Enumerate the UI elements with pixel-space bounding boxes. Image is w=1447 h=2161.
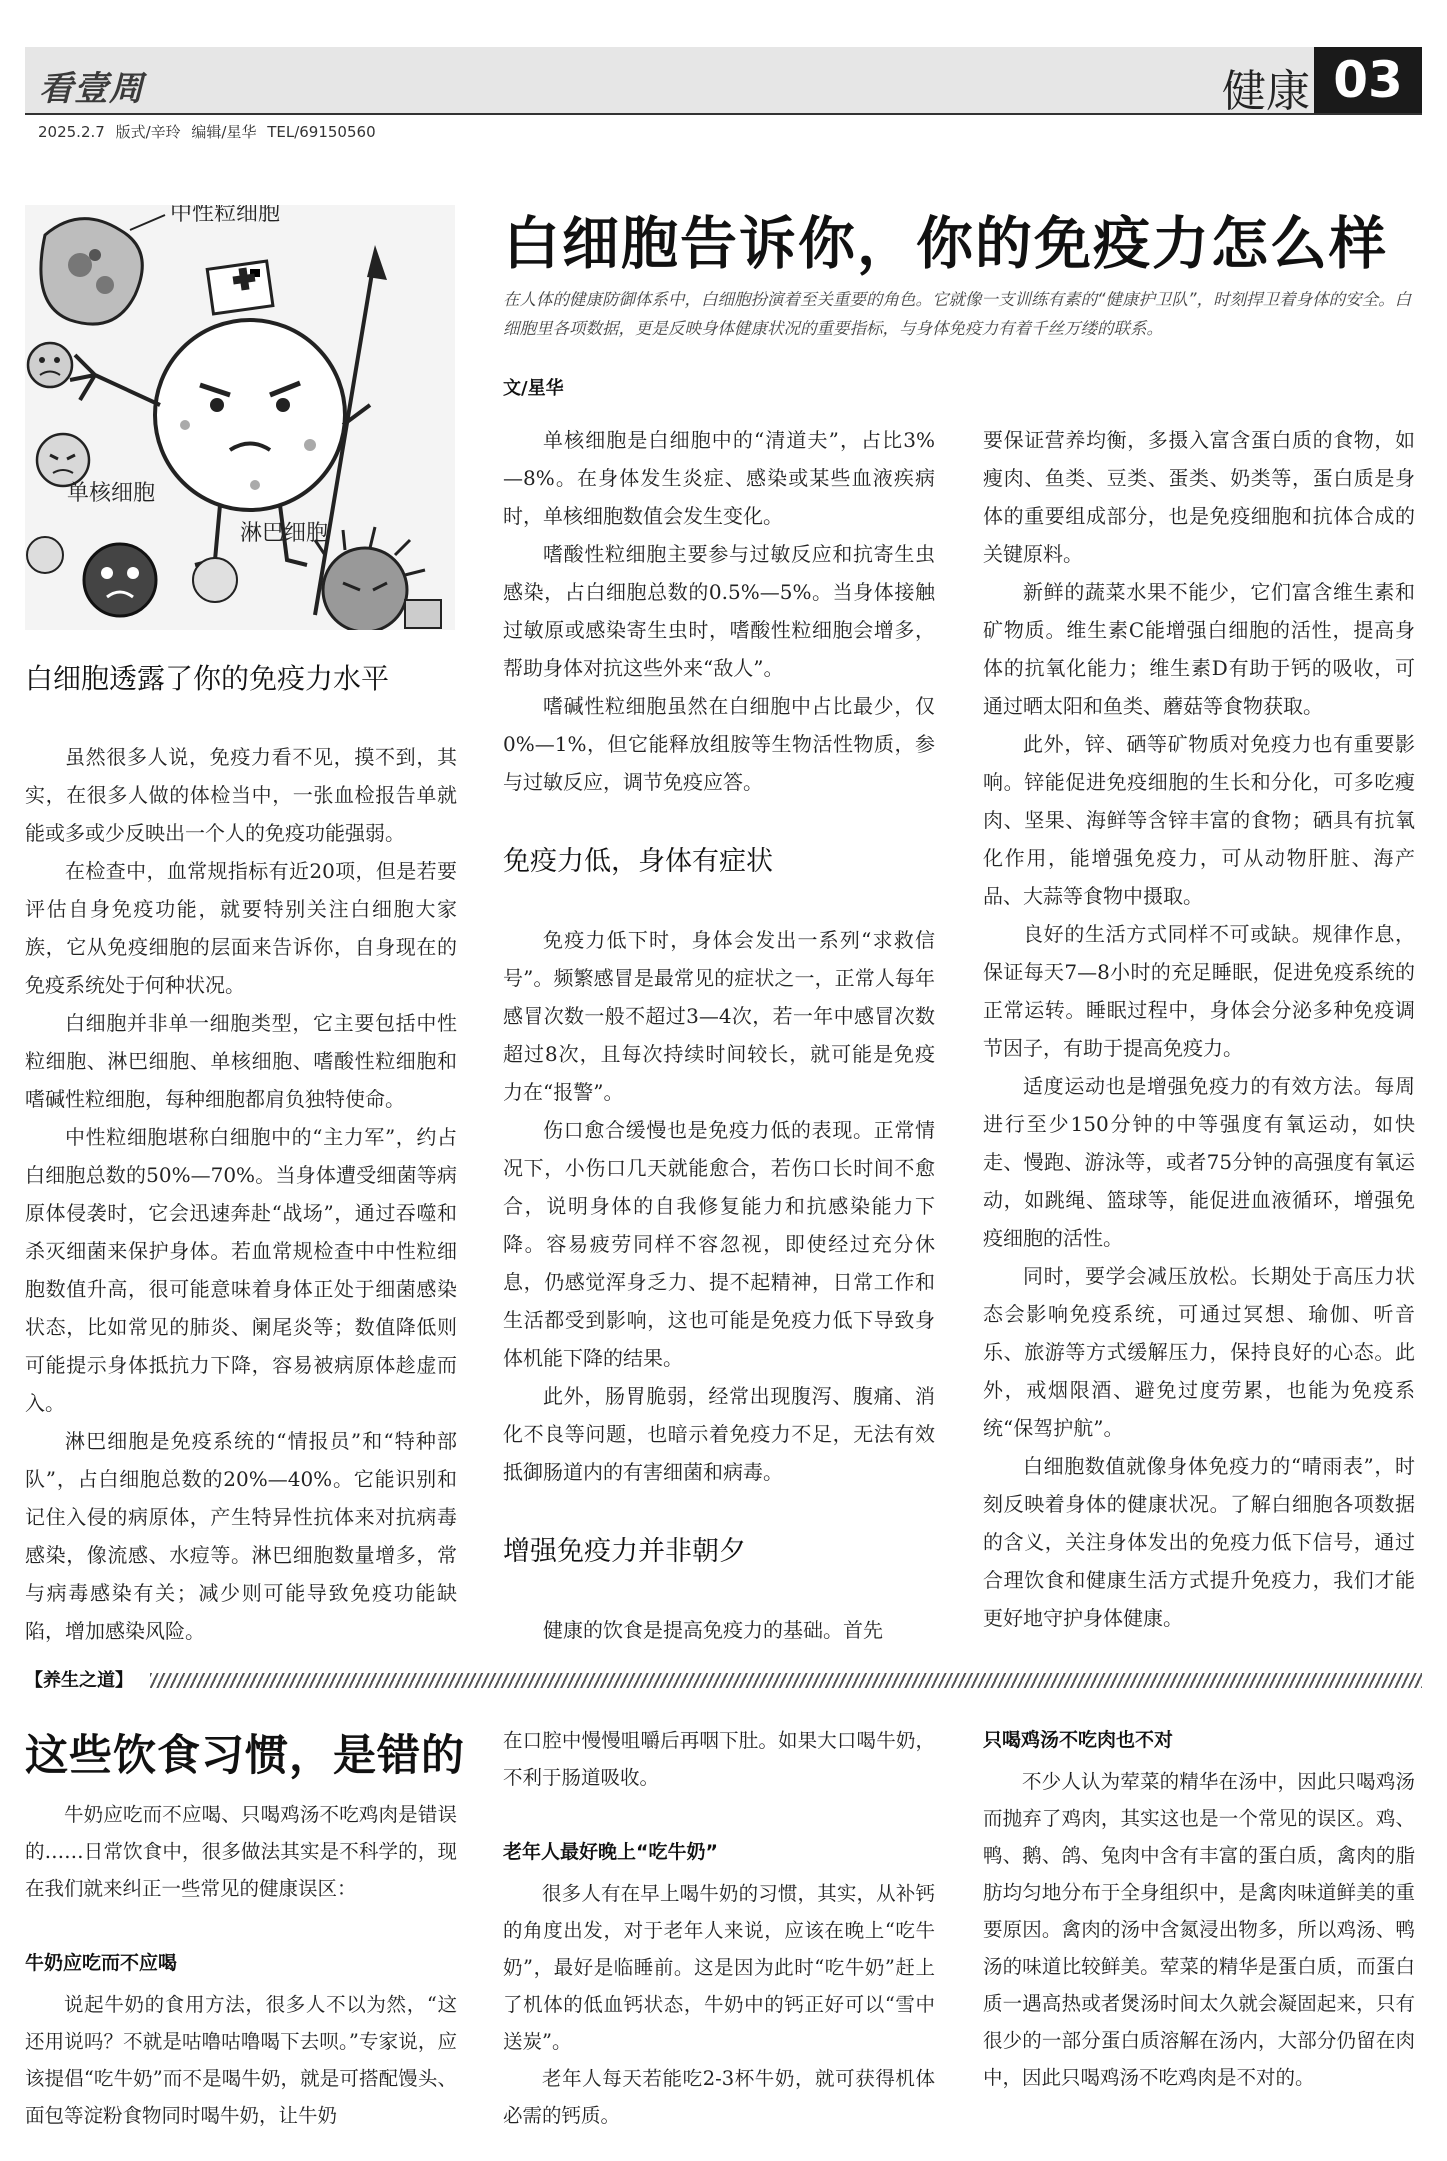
subheading-elderly-milk: 老年人最好晚上“吃牛奶” <box>503 1841 718 1863</box>
paragraph: 淋巴细胞是免疫系统的“情报员”和“特种部队”，占白细胞总数的20%—40%。它能识别和记住入侵的病原体，产生特异性抗体来对抗病毒感染，像流感、水痘等。淋巴细胞数量增多，常与病毒感染有关；减少则可能导致免疫功能缺陷，增加感染风险。 <box>25 1429 457 1643</box>
germ-icon <box>28 343 72 387</box>
dateline: 2025.2.7 版式/辛玲 编辑/星华 TEL/69150560 <box>38 123 376 141</box>
masthead <box>25 47 1422 115</box>
paragraph: 单核细胞是白细胞中的“清道夫”，占比3%—8%。在身体发生炎症、感染或某些血液疾病时，单核细胞数值会发生变化。 <box>503 428 935 528</box>
article-title: 白细胞告诉你，你的免疫力怎么样 <box>503 210 1388 277</box>
paragraph: 伤口愈合缓慢也是免疫力低的表现。正常情况下，小伤口几天就能愈合，若伤口长时间不愈合，说明身体的自我修复能力和抗感染能力下降。容易疲劳同样不容忽视，即使经过充分休息，仍感觉浑身乏力、提不起精神，日常工作和生活都受到影响，这也可能是免疫力低下导致身体机能下降的结果。 <box>503 1118 935 1370</box>
sidebar-heading: 白细胞透露了你的免疫力水平 <box>25 662 390 695</box>
subheading-milk: 牛奶应吃而不应喝 <box>25 1952 178 1974</box>
subheading-chicken-soup: 只喝鸡汤不吃肉也不对 <box>983 1729 1174 1751</box>
paragraph: 虽然很多人说，免疫力看不见，摸不到，其实，在很多人做的体检当中，一张血检报告单就能或多或少反映出一个人的免疫功能强弱。 <box>25 745 457 845</box>
article-byline: 文/星华 <box>503 378 564 399</box>
subheading-low-immunity: 免疫力低，身体有症状 <box>503 846 773 877</box>
paragraph: 很多人有在早上喝牛奶的习惯，其实，从补钙的角度出发，对于老年人来说，应该在晚上“吃牛奶”，最好是临睡前。这是因为此时“吃牛奶”赶上了机体的低血钙状态，牛奶中的钙正好可以“雪中送炭”。 <box>503 1882 935 2053</box>
paragraph: 适度运动也是增强免疫力的有效方法。每周进行至少150分钟的中等强度有氧运动，如快走、慢跑、游泳等，或者75分钟的高强度有氧运动，如跳绳、篮球等，能促进血液循环，增强免疫细胞的活性。 <box>983 1074 1415 1250</box>
label-monocyte: 单核细胞 <box>67 481 156 506</box>
paragraph: 要保证营养均衡，多摄入富含蛋白质的食物，如瘦肉、鱼类、豆类、蛋类、奶类等，蛋白质是身体的重要组成部分，也是免疫细胞和抗体合成的关键原料。 <box>983 428 1415 566</box>
paragraph: 此外，锌、硒等矿物质对免疫力也有重要影响。锌能促进免疫细胞的生长和分化，可多吃瘦肉、坚果、海鲜等含锌丰富的食物；硒具有抗氧化作用，能增强免疫力，可从动物肝脏、海产品、大蒜等食物中摄取。 <box>983 732 1415 908</box>
white-blood-cell-illustration <box>25 205 455 630</box>
paragraph: 不少人认为荤菜的精华在汤中，因此只喝鸡汤而抛弃了鸡肉，其实这也是一个常见的误区。鸡、鸭、鹅、鸽、兔肉中含有丰富的蛋白质，禽肉的脂肪均匀地分布于全身组织中，是禽肉味道鲜美的重要原因。禽肉的汤中含氮浸出物多，所以鸡汤、鸭汤的味道比较鲜美。荤菜的精华是蛋白质，而蛋白质一遇高热或者煲汤时间太久就会凝固起来，只有很少的一部分蛋白质溶解在汤内，大部分仍留在肉中，因此只喝鸡汤不吃鸡肉是不对的。 <box>983 1770 1415 2089</box>
paragraph: 牛奶应吃而不应喝、只喝鸡汤不吃鸡肉是错误的……日常饮食中，很多做法其实是不科学的，现在我们就来纠正一些常见的健康误区： <box>25 1803 457 1900</box>
paragraph: 白细胞数值就像身体免疫力的“晴雨表”，时刻反映着身体的健康状况。了解白细胞各项数据的含义，关注身体发出的免疫力低下信号，通过合理饮食和健康生活方式提升免疫力，我们才能更好地守护身体健康。 <box>983 1454 1415 1630</box>
label-lymphocyte: 淋巴细胞 <box>240 521 329 546</box>
paragraph: 嗜酸性粒细胞主要参与过敏反应和抗寄生虫感染，占白细胞总数的0.5%—5%。当身体接触过敏原或感染寄生虫时，嗜酸性粒细胞会增多，帮助身体对抗这些外来“敌人”。 <box>503 542 935 680</box>
paragraph: 新鲜的蔬菜水果不能少，它们富含维生素和矿物质。维生素C能增强白细胞的活性，提高身体的抗氧化能力；维生素D有助于钙的吸收，可通过晒太阳和鱼类、蘑菇等食物获取。 <box>983 580 1415 718</box>
germ-icon <box>37 434 89 486</box>
paragraph: 老年人每天若能吃2-3杯牛奶，就可获得机体必需的钙质。 <box>503 2067 935 2127</box>
paragraph: 白细胞并非单一细胞类型，它主要包括中性粒细胞、淋巴细胞、单核细胞、嗜酸性粒细胞和嗜碱性粒细胞，每种细胞都肩负独特使命。 <box>25 1011 457 1111</box>
newspaper-logo: 看壹周 <box>39 69 144 109</box>
paragraph: 在检查中，血常规指标有近20项，但是若要评估自身免疫功能，就要特别关注白细胞大家族，它从免疫细胞的层面来告诉你，自身现在的免疫系统处于何种状况。 <box>25 859 457 997</box>
paragraph: 健康的饮食是提高免疫力的基础。首先 <box>543 1618 883 1642</box>
article-column-2 <box>503 421 935 1649</box>
section-divider <box>25 1668 1422 1694</box>
cartoon-cells-drawing <box>25 205 455 630</box>
article-column-3 <box>983 421 1415 1637</box>
article-column-1 <box>25 738 457 1650</box>
paragraph: 中性粒细胞堪称白细胞中的“主力军”，约占白细胞总数的50%—70%。当身体遭受细菌等病原体侵袭时，它会迅速奔赴“战场”，通过吞噬和杀灭细菌来保护身体。若血常规检查中中性粒细胞数值升高，很可能意味着身体正处于细菌感染状态，比如常见的肺炎、阑尾炎等；数值降低则可能提示身体抵抗力下降，容易被病原体趁虚而入。 <box>25 1125 457 1415</box>
label-neutrophil: 中性粒细胞 <box>170 205 281 226</box>
second-article-column-2 <box>503 1722 935 2134</box>
paragraph: 此外，肠胃脆弱，经常出现腹泻、腹痛、消化不良等问题，也暗示着免疫力不足，无法有效抵御肠道内的有害细菌和病毒。 <box>503 1384 935 1484</box>
subheading-boost-immunity: 增强免疫力并非朝夕 <box>503 1536 746 1567</box>
divider-hatching <box>150 1673 1422 1688</box>
dark-germ-icon <box>84 544 156 616</box>
paragraph: 免疫力低下时，身体会发出一系列“求救信号”。频繁感冒是最常见的症状之一，正常人每年感冒次数一般不超过3—4次，若一年中感冒次数超过8次，且每次持续时间较长，就可能是免疫力在“报警”。 <box>503 928 935 1104</box>
divider-label: 【养生之道】 <box>25 1668 141 1694</box>
page-number: 03 <box>1314 47 1422 113</box>
second-article-column-3 <box>983 1722 1415 2096</box>
paragraph: 良好的生活方式同样不可或缺。规律作息，保证每天7—8小时的充足睡眠，促进免疫系统的正常运转。睡眠过程中，身体会分泌多种免疫调节因子，有助于提高免疫力。 <box>983 922 1415 1060</box>
paragraph: 在口腔中慢慢咀嚼后再咽下肚。如果大口喝牛奶，不利于肠道吸收。 <box>503 1729 935 1789</box>
paragraph: 嗜碱性粒细胞虽然在白细胞中占比最少，仅0%—1%，但它能释放组胺等生物活性物质，参与过敏反应，调节免疫应答。 <box>503 694 935 794</box>
paragraph: 同时，要学会减压放松。长期处于高压力状态会影响免疫系统，可通过冥想、瑜伽、听音乐、旅游等方式缓解压力，保持良好的心态。此外，戒烟限酒、避免过度劳累，也能为免疫系统“保驾护航”。 <box>983 1264 1415 1440</box>
second-article-title: 这些饮食习惯，是错的 <box>25 1731 465 1781</box>
neutrophil-cell-icon <box>41 219 142 324</box>
article-lead: 在人体的健康防御体系中，白细胞扮演着至关重要的角色。它就像一支训练有素的“健康护卫队”，时刻捍卫着身体的安全。白细胞里各项数据，更是反映身体健康状况的重要指标，与身体免疫力有着千丝万缕的联系。 <box>503 290 1412 338</box>
section-name: 健康 <box>1222 66 1310 117</box>
paragraph: 说起牛奶的食用方法，很多人不以为然，“这还用说吗？不就是咕噜咕噜喝下去呗。”专家说，应该提倡“吃牛奶”而不是喝牛奶，就是可搭配馒头、面包等淀粉食物同时喝牛奶，让牛奶 <box>25 1993 457 2127</box>
second-article-column-1 <box>25 1796 457 2134</box>
